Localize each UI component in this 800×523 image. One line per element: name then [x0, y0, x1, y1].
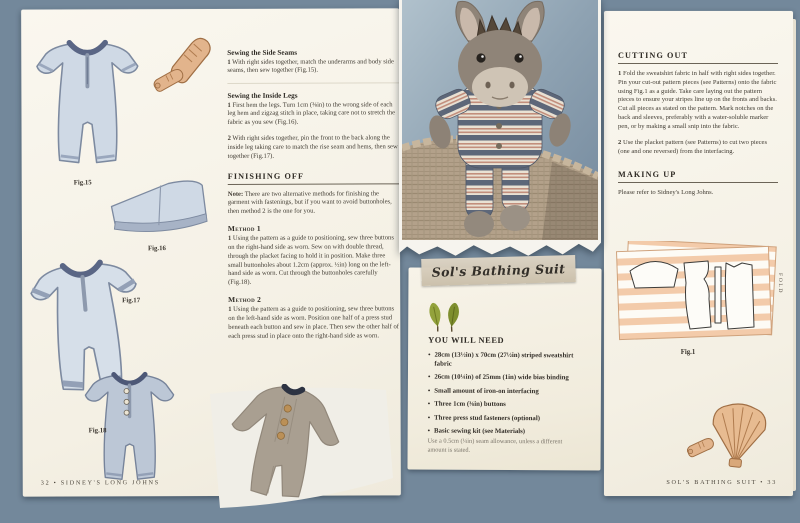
seam-allowance-note: Use a 0.5cm (¼in) seam allowance, unless a different amount is stated. — [427, 437, 563, 454]
list-item: • 26cm (10¼in) of 25mm (1in) wide bias binding — [427, 374, 569, 382]
cutting-out-step-1: 1 Fold the sweatshirt fabric in half with right sides together. Pin your cut-out pattern pieces (see Patterns) onto the fabric using Fig.1 as a guide. Take care laying out the pattern pieces to ensure your stripes line up on the fronts and backs. Cut all pieces as stated on the pattern. Mark notches on the back and sleeves, preferably with a water-soluble marker pen, or by making a small snip into the fabric. — [618, 70, 777, 130]
section-heading-making-up: MAKING UP — [618, 170, 778, 183]
materials-list — [428, 352, 586, 443]
fig15-label: Fig.15 — [73, 179, 92, 187]
fig1-label: Fig.1 — [680, 349, 696, 356]
method-2-step-1: 1 Using the pattern as a guide to positioning, sew three buttons on the left-hand side as worn. Position one half of a press stud beneath each button and sew in place. Then sew the other half of each press stud in place onto the right-hand side as worn. — [228, 305, 399, 340]
inside-legs-step-1: 1 First hem the legs. Turn 1cm (⅜in) to the wrong side of each leg hem and zigzag stitch in place, taking care not to stretch the fabric as you sew (Fig.16). — [227, 101, 396, 127]
right-page-footer: SOL'S BATHING SUIT • 33 — [666, 479, 777, 486]
right-instructions-column — [618, 51, 778, 205]
list-item: • 28cm (13½in) x 70cm (27½in) striped sweatshirt fabric — [428, 351, 574, 368]
fig16-label: Fig.16 — [147, 245, 166, 253]
washi-tape-label — [421, 255, 576, 286]
materials-card — [407, 261, 601, 470]
fig17-label: Fig.17 — [122, 297, 141, 305]
side-seams-step-1: 1 With right sides together, match the underarms and body side seams, then sew together (Fig.15). — [227, 57, 394, 75]
fig1-pattern-illustration — [614, 241, 782, 341]
section-heading-inside-legs: Sewing the Inside Legs — [227, 91, 298, 101]
inside-legs-step-2: 2 With right sides together, pin the front to the back along the inside leg taking care to match the rise seam and hems, then sew together (Fig.17). — [227, 134, 398, 160]
fig1-pattern-diagram — [614, 241, 782, 341]
list-item: • Three 1cm (⅜in) buttons — [427, 400, 506, 409]
divider — [227, 82, 399, 84]
right-page — [604, 11, 793, 496]
method-1-step-1: 1 Using the pattern as a guide to positioning, sew three buttons on the right-hand side as worn. Sew on with double thread, through the placket facing to hold it in position. Make three small buttonholes about 1.2cm (approx. ½in) long on the left-hand side as worn. Cut through the buttonholes carefully (Fig.18). — [227, 234, 394, 287]
section-heading-side-seams: Sewing the Side Seams — [227, 48, 298, 57]
left-page-footer: 32 • SIDNEY'S LONG JOHNS — [40, 479, 160, 487]
seashells-bottom-illustration — [676, 401, 786, 473]
method-2-heading: Method 2 — [228, 294, 262, 305]
fig18-label: Fig.18 — [88, 427, 107, 435]
list-item: • Small amount of iron-on interfacing — [427, 387, 539, 396]
fold-label: FOLD — [777, 273, 783, 295]
donkey-toy-illustration — [402, 0, 598, 240]
left-instructions-column — [227, 48, 400, 348]
fig15-garment-illustration — [31, 31, 144, 179]
list-item: • Three press stud fasteners (optional) — [427, 414, 541, 423]
cutting-out-step-2: 2 Use the placket pattern (see Patterns) to cut two pieces (one and one reversed) from the interfacing. — [618, 138, 768, 155]
method-1-heading: Method 1 — [227, 223, 261, 234]
finishing-off-note: Note: There are two alternative methods for finishing the garment with fastenings, but if you want to avoid buttonholes, then method 2 is the one for you. — [227, 190, 392, 216]
fig16-garment-illustration — [106, 177, 210, 239]
list-item: • Basic sewing kit (see Materials) — [427, 427, 526, 436]
section-heading-finishing-off: FINISHING OFF — [228, 171, 400, 185]
donkey-photo — [399, 0, 601, 261]
leaves-icon — [423, 298, 467, 334]
section-heading-cutting-out: CUTTING OUT — [618, 51, 778, 64]
you-will-need-heading: YOU WILL NEED — [428, 335, 505, 345]
seashells-illustration — [139, 33, 221, 103]
card-title: Sol's Bathing Suit — [431, 261, 566, 280]
flat-garment-photo — [188, 384, 398, 523]
making-up-text: Please refer to Sidney's Long Johns. — [618, 189, 714, 197]
